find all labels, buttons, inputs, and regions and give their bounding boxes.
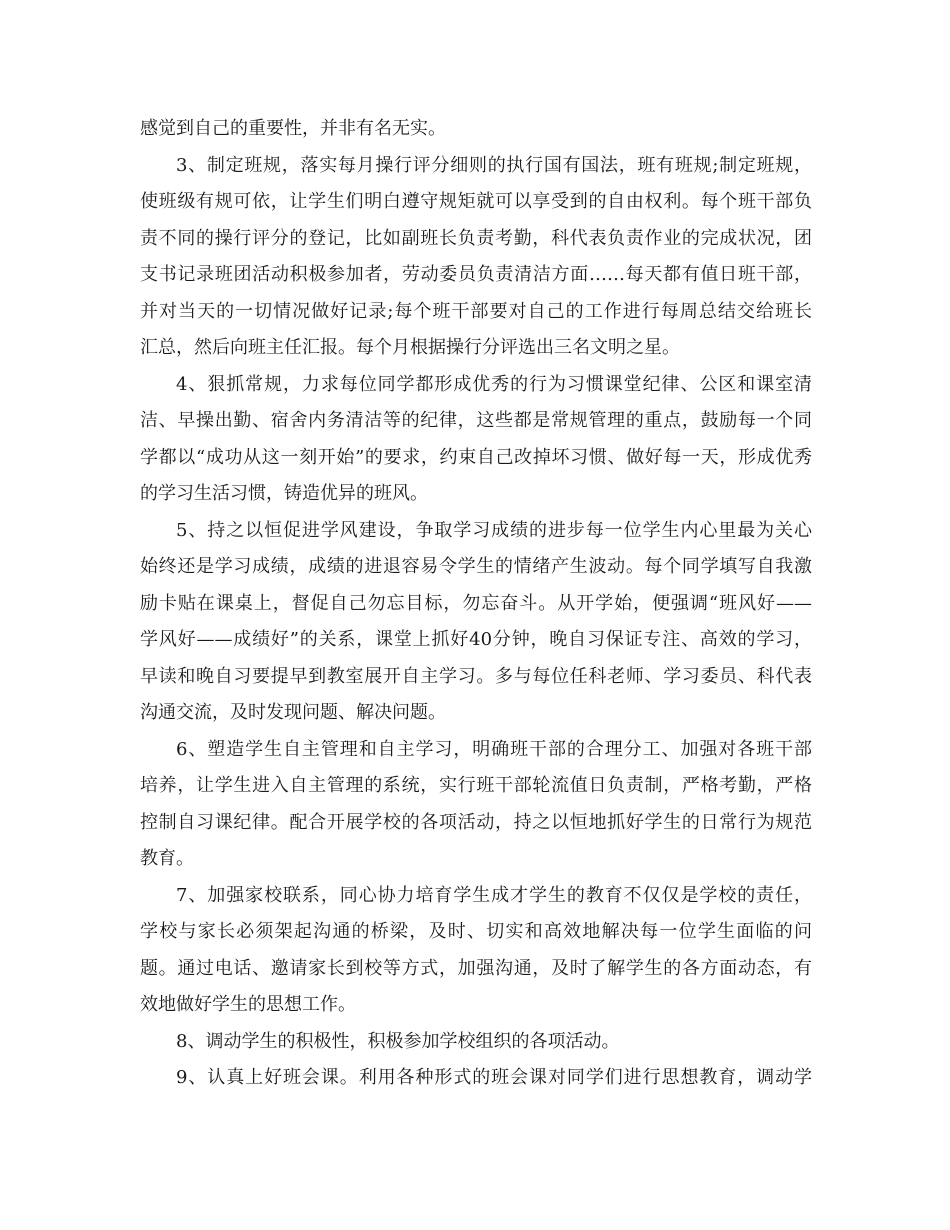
text-line: 早读和晚自习要提早到教室展开自主学习。多与每位任科老师、学习委员、科代表 [140,665,812,687]
text-line: 洁、早操出勤、宿舍内务清洁等的纪律，这些都是常规管理的重点，鼓励每一个同 [140,410,812,431]
text-line: 沟通交流，及时发现问题、解决问题。 [140,702,446,723]
text-line: 并对当天的一切情况做好记录;每个班干部要对自己的工作进行每周总结交给班长 [140,300,812,322]
text-line: 题。通过电话、邀请家长到校等方式，加强沟通，及时了解学生的各方面动态，有 [140,957,812,979]
text-line: 励卡贴在课桌上，督促自己勿忘目标，勿忘奋斗。从开学始，便强调“班风好—— [140,592,812,614]
text-line: 5、持之以恒促进学风建设，争取学习成绩的进步每一位学生内心里最为关心 [176,519,812,541]
text-line: 6、塑造学生自主管理和自主学习，明确班干部的合理分工、加强对各班干部 [176,738,812,760]
text-line: 学都以“成功从这一刻开始”的要求，约束自己改掉坏习惯、做好每一天，形成优秀 [140,446,812,468]
text-line: 4、狠抓常规，力求每位同学都形成优秀的行为习惯课堂纪律、公区和课室清 [176,373,812,395]
text-line: 使班级有规可依，让学生们明白遵守规矩就可以享受到的自由权利。每个班干部负 [140,191,812,212]
text-line: 始终还是学习成绩，成绩的进退容易令学生的情绪产生波动。每个同学填写自我激 [140,556,812,577]
text-line: 责不同的操行评分的登记，比如副班长负责考勤，科代表负责作业的完成状况，团 [140,227,812,249]
text-line: 教育。 [140,848,194,869]
text-line: 8、调动学生的积极性，积极参加学校组织的各项活动。 [176,1030,620,1052]
text-line: 7、加强家校联系，同心协力培育学生成才学生的教育不仅仅是学校的责任， [176,884,812,906]
text-line: 汇总，然后向班主任汇报。每个月根据操行分评选出三名文明之星。 [140,337,680,358]
document-page [140,111,812,1097]
text-line: 控制自习课纪律。配合开展学校的各项活动，持之以恒地抓好学生的日常行为规范 [140,811,812,833]
text-line: 效地做好学生的思想工作。 [140,994,356,1015]
text-line: 9、认真上好班会课。利用各种形式的班会课对同学们进行思想教育，调动学 [176,1067,812,1088]
text-line: 的学习生活习惯，铸造优异的班风。 [140,483,428,504]
text-line: 学校与家长必须架起沟通的桥梁，及时、切实和高效地解决每一位学生面临的问 [140,921,812,942]
text-line: 培养，让学生进入自主管理的系统，实行班干部轮流值日负责制，严格考勤，严格 [140,775,812,796]
text-line: 感觉到自己的重要性，并非有名无实。 [140,118,446,139]
text-line: 支书记录班团活动积极参加者，劳动委员负责清洁方面……每天都有值日班干部， [140,264,812,285]
text-line: 学风好——成绩好”的关系，课堂上抓好40分钟，晚自习保证专注、高效的学习， [140,629,812,650]
text-line: 3、制定班规，落实每月操行评分细则的执行国有国法，班有班规;制定班规， [176,154,812,176]
